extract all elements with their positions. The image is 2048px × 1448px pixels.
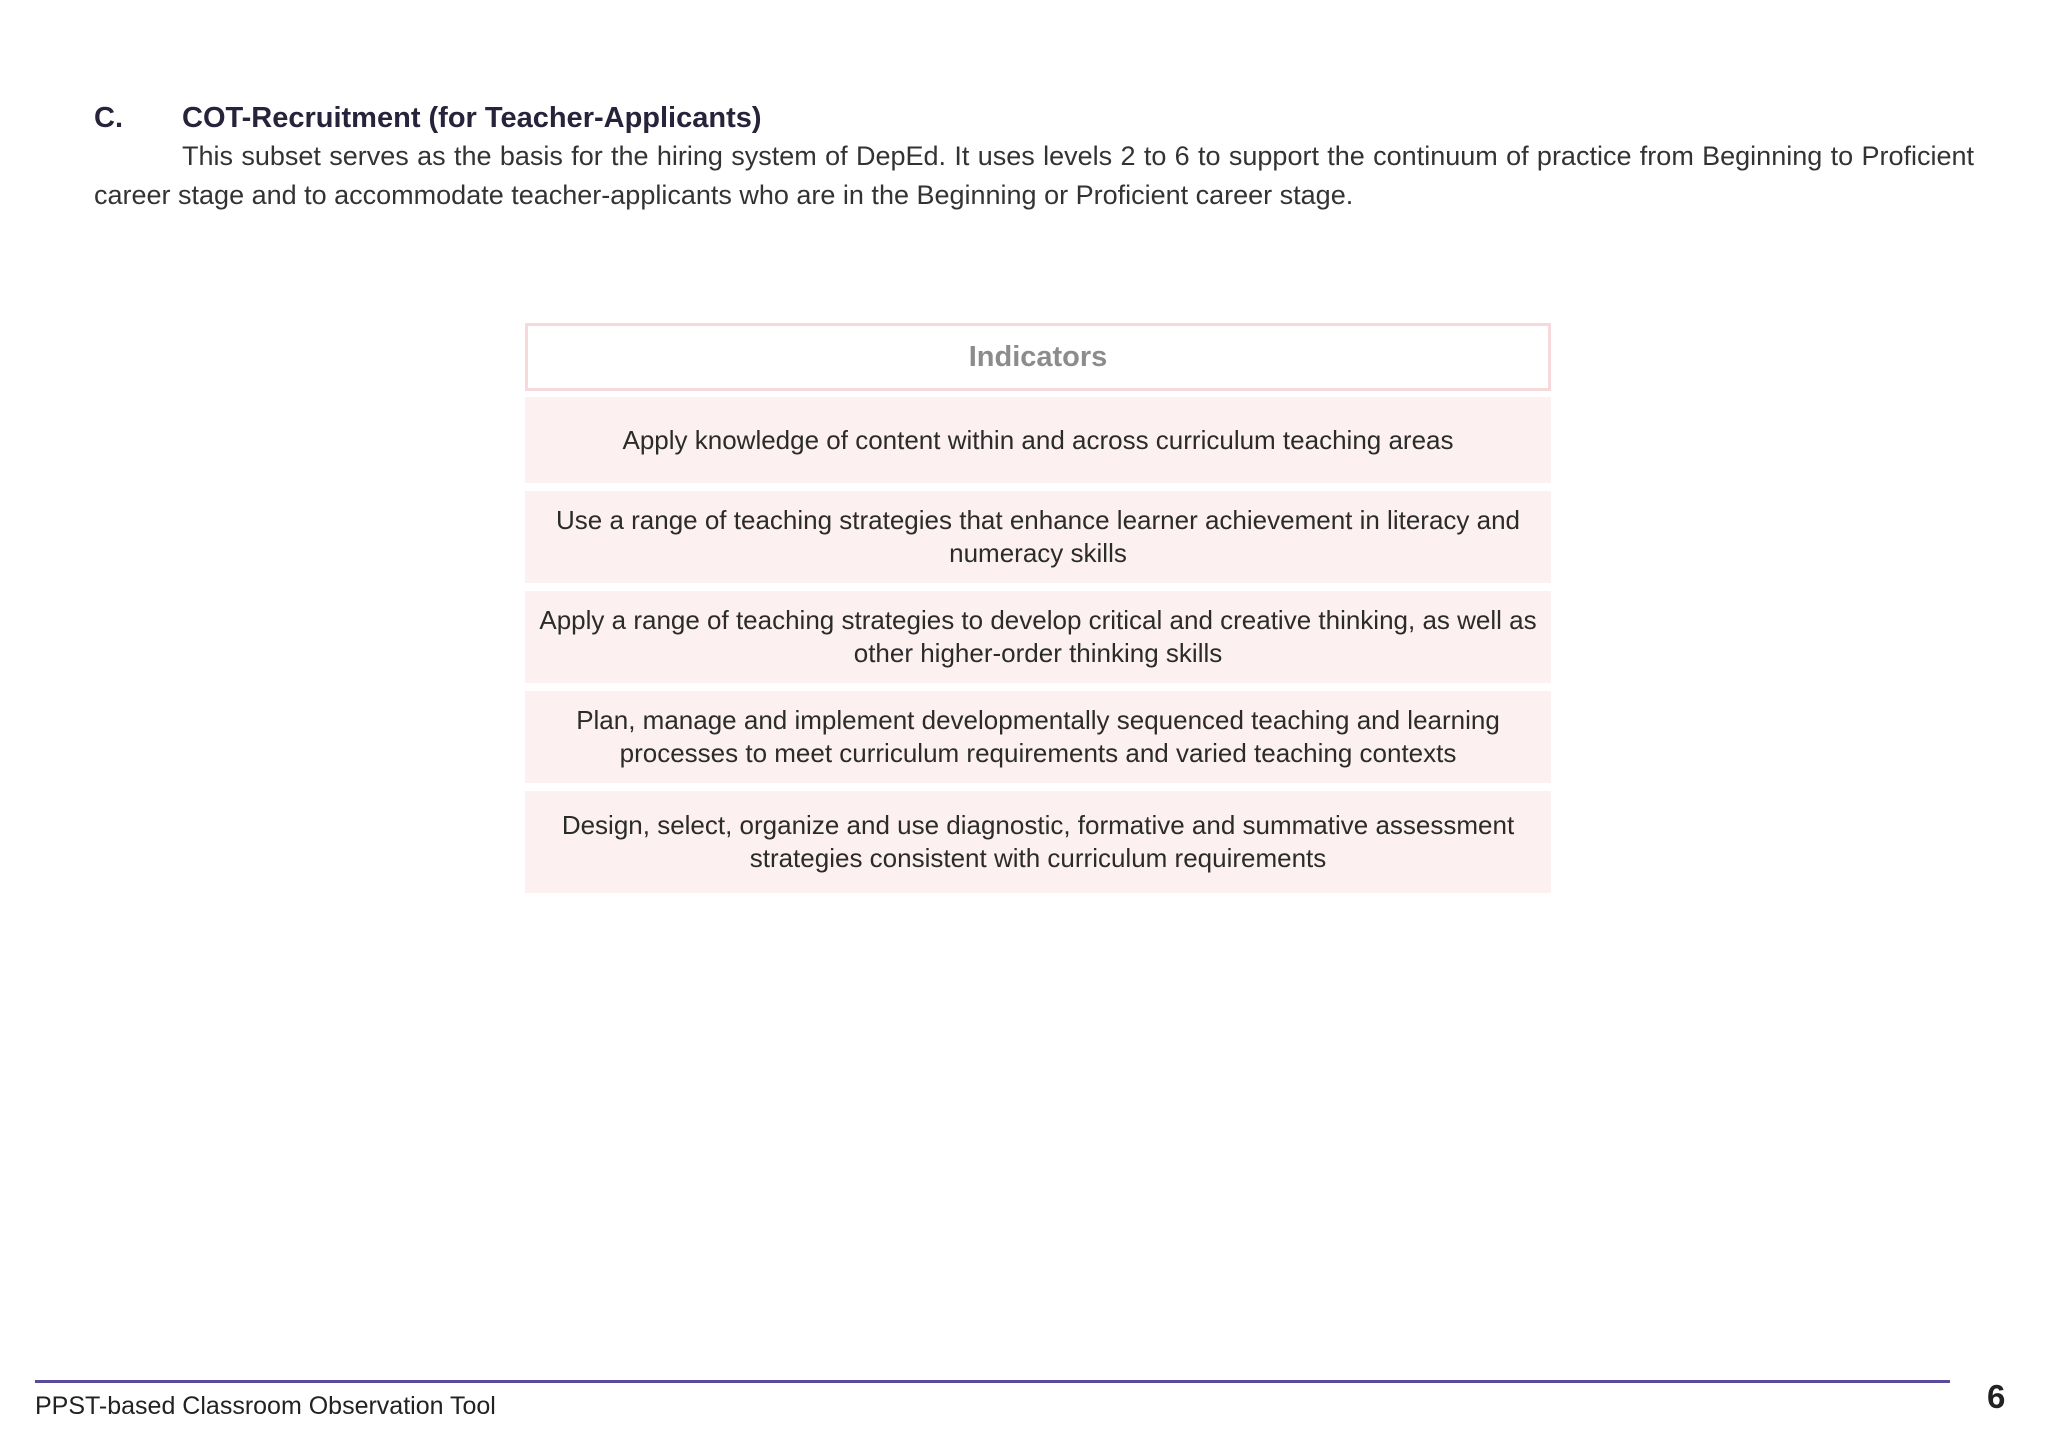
indicator-row-4: Plan, manage and implement developmentally sequenced teaching and learning processes to meet curriculum requirements and varied teaching contexts <box>525 691 1551 783</box>
indicator-row-2: Use a range of teaching strategies that enhance learner achievement in literacy and numeracy skills <box>525 491 1551 583</box>
section-heading <box>94 98 1974 138</box>
section-title: COT-Recruitment (for Teacher-Applicants) <box>182 102 762 134</box>
footer-divider <box>35 1380 1950 1383</box>
indicator-row-3: Apply a range of teaching strategies to develop critical and creative thinking, as well as other higher-order thinking skills <box>525 591 1551 683</box>
section-letter: C. <box>94 102 123 134</box>
indicator-row-1: Apply knowledge of content within and across curriculum teaching areas <box>525 397 1551 483</box>
page-number: 6 <box>1987 1378 2006 1415</box>
indicators-table <box>525 323 1551 893</box>
indicator-row-5: Design, select, organize and use diagnostic, formative and summative assessment strategies consistent with curriculum requirements <box>525 791 1551 893</box>
footer-document-title: PPST-based Classroom Observation Tool <box>35 1392 496 1420</box>
section-c <box>94 98 1974 215</box>
section-body-paragraph: This subset serves as the basis for the hiring system of DepEd. It uses levels 2 to 6 to support the continuum of practice from Beginning to Proficient career stage and to accommodate teacher-applicants who are in the Beginning or Proficient career stage. <box>94 141 1974 210</box>
indicators-table-header: Indicators <box>525 323 1551 391</box>
